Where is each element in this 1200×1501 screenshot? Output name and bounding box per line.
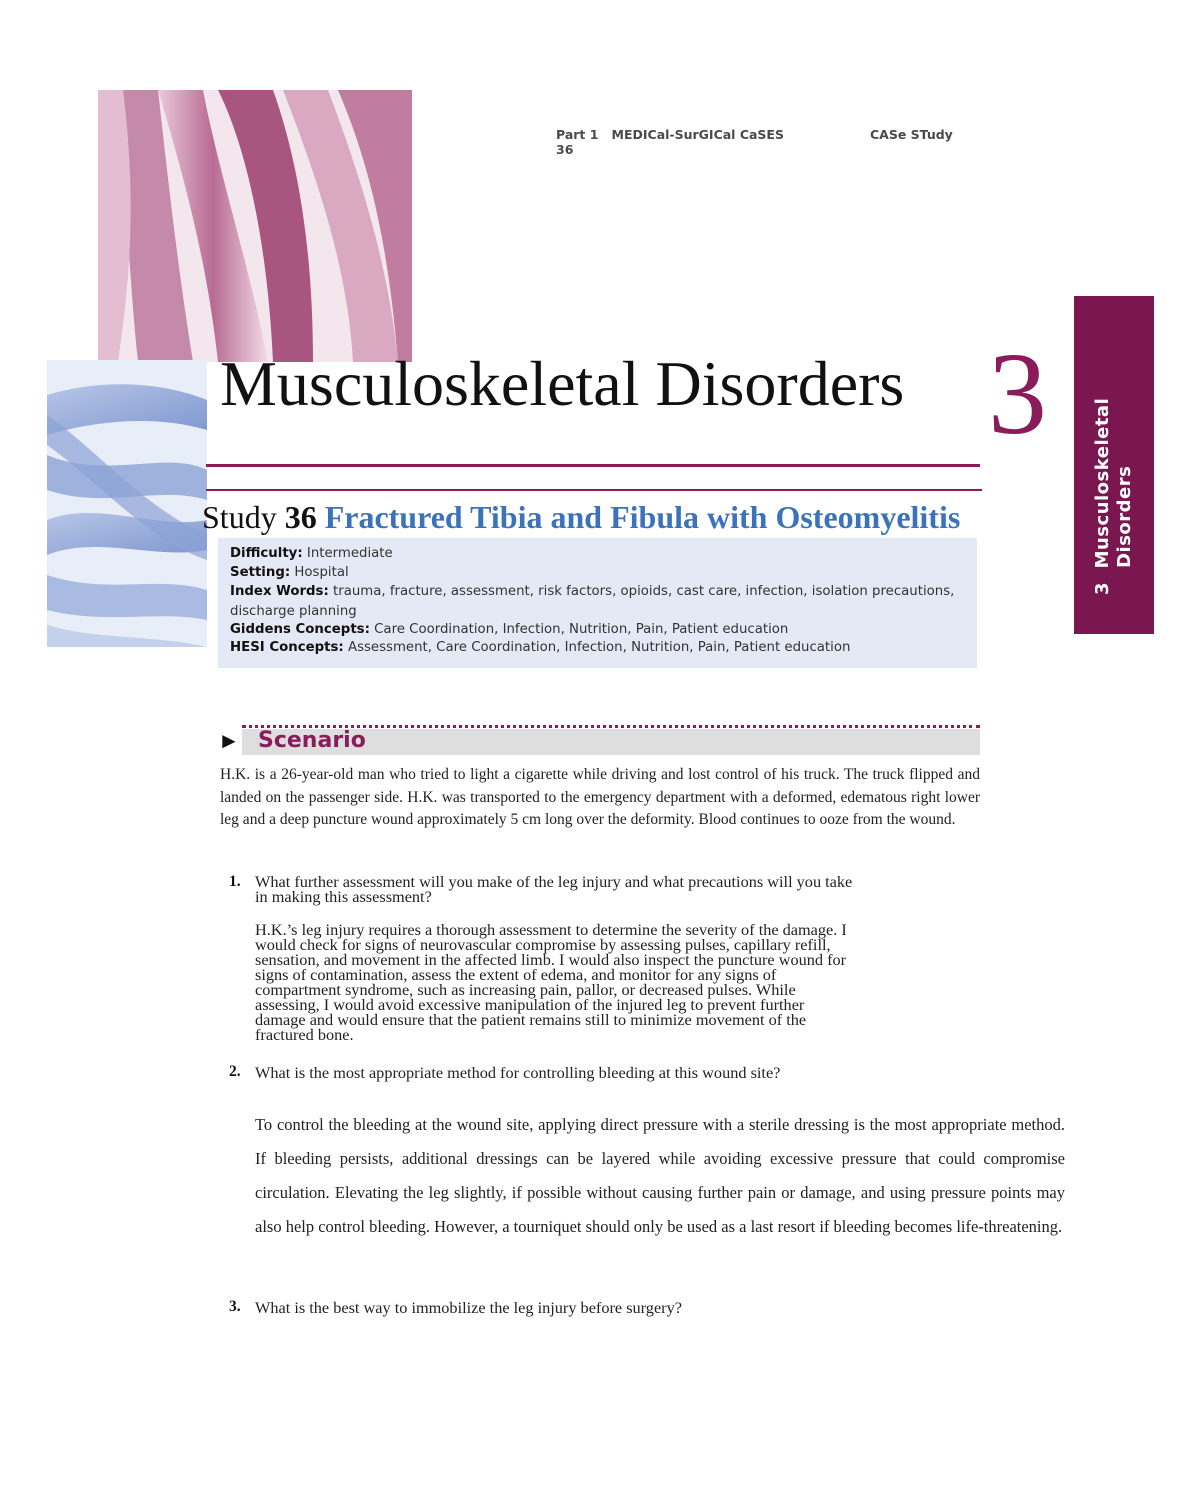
case-info-box <box>218 538 977 668</box>
setting-label: Setting: <box>230 565 291 580</box>
decorative-pink-ribbons <box>98 90 412 362</box>
title-rule-top <box>206 464 980 467</box>
setting-line <box>230 564 970 582</box>
difficulty-label: Difficulty: <box>230 546 303 561</box>
running-head <box>556 127 976 157</box>
giddens-label: Giddens Concepts: <box>230 622 370 637</box>
decorative-blue-ribbons <box>47 360 207 647</box>
chapter-side-tab <box>1074 296 1154 634</box>
hesi-label: HESI Concepts: <box>230 640 344 655</box>
question-2-text: What is the most appropriate method for controlling bleeding at this wound site? <box>255 1063 781 1082</box>
chapter-title: Musculoskeletal Disorders <box>220 348 905 419</box>
title-rule-bottom <box>206 489 982 491</box>
chapter-number: 3 <box>988 328 1047 459</box>
answer-1-line: assessing, I would avoid excessive manipulation of the injured leg to prevent further <box>255 995 805 1014</box>
question-1-line-1: What further assessment will you make of the leg injury and what precautions will you take <box>255 872 853 891</box>
case-study-heading <box>202 496 960 538</box>
scenario-arrow-icon: ► <box>218 728 240 753</box>
answer-1 <box>255 922 965 1042</box>
question-3-text: What is the best way to immobilize the leg injury before surgery? <box>255 1298 682 1317</box>
case-study-label: Study <box>202 499 277 535</box>
scenario-text: H.K. is a 26-year-old man who tried to light a cigarette while driving and lost control of his truck. The truck flipped and landed on the passenger side. H.K. was transported to the emergency department with a deformed, edematous right lower leg and a deep puncture wound approximately 5 cm long over the deformity. Blood continues to ooze from the wound. <box>220 766 980 828</box>
giddens-line <box>230 621 970 639</box>
answer-1-line: signs of contamination, assess the extent of edema, and monitor for any signs of <box>255 965 777 984</box>
side-tab-line1: Musculoskeletal <box>1092 397 1113 569</box>
answer-1-line: sensation, and movement in the affected limb. I would also inspect the puncture wound for <box>255 950 847 969</box>
question-2-number: 2. <box>229 1063 241 1080</box>
difficulty-value: Intermediate <box>306 546 393 561</box>
difficulty-line <box>230 545 970 563</box>
case-study-title: Fractured Tibia and Fibula with Osteomyelitis <box>324 499 961 535</box>
running-head-case-label: CASe STudy <box>870 127 953 142</box>
running-head-case-number: 36 <box>556 142 574 157</box>
answer-1-line: would check for signs of neurovascular compromise by assessing pulses, capillary refill, <box>255 935 831 954</box>
question-1-number: 1. <box>229 873 241 890</box>
hesi-value: Assessment, Care Coordination, Infection, Nutrition, Pain, Patient education <box>347 640 851 655</box>
side-tab-line2: Disorders <box>1114 465 1135 568</box>
question-1-text <box>255 874 852 904</box>
running-head-book: MEDICal-SurGICal CaSES <box>611 127 784 142</box>
answer-1-line: damage and would ensure that the patient remains still to minimize movement of the <box>255 1010 807 1029</box>
answer-1-line: fractured bone. <box>255 1025 354 1044</box>
question-1-line-2: in making this assessment? <box>255 887 432 906</box>
setting-value: Hospital <box>294 565 349 580</box>
running-head-part: Part 1 <box>556 127 599 142</box>
index-words-line <box>230 583 970 601</box>
question-3-number: 3. <box>229 1298 241 1315</box>
side-tab-number: 3 <box>1092 581 1113 595</box>
giddens-value: Care Coordination, Infection, Nutrition, Pain, Patient education <box>374 622 789 637</box>
hesi-line <box>230 639 970 657</box>
index-words-label: Index Words: <box>230 584 329 599</box>
index-words-value: trauma, fracture, assessment, risk factors, opioids, cast care, infection, isolation precautions, <box>333 584 955 599</box>
answer-1-line: compartment syndrome, such as increasing pain, pallor, or decreased pulses. While <box>255 980 796 999</box>
index-words-line-2: discharge planning <box>230 604 357 619</box>
scenario-heading: Scenario <box>258 728 366 753</box>
answer-1-line: H.K.’s leg injury requires a thorough assessment to determine the severity of the damage. I <box>255 920 847 939</box>
answer-2: To control the bleeding at the wound site, applying direct pressure with a sterile dressing is the most appropriate method. If bleeding persists, additional dressings can be layered while avoiding excessive pressure that could compromise circulation. Elevating the leg slightly, if possible without causing further pain or damage, and using pressure points may also help control bleeding. However, a tourniquet should only be used as a last resort if bleeding becomes life-threatening. <box>255 1115 1065 1236</box>
case-study-number: 36 <box>284 499 317 535</box>
